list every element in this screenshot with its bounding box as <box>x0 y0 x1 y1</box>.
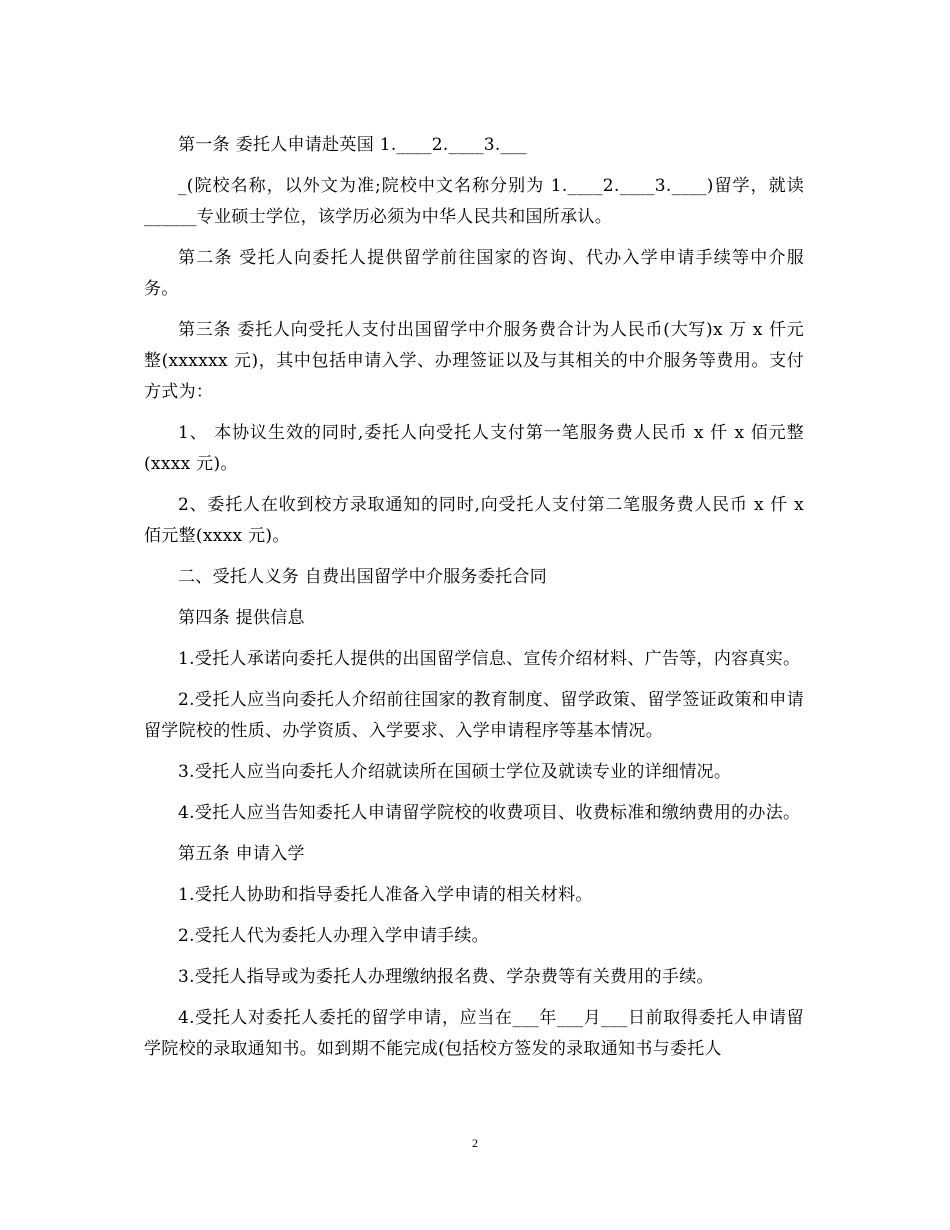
paragraph-4: 第三条 委托人向受托人支付出国留学中介服务费合计为人民币(大写)x 万 x 仟元整(xxxxxx 元)，其中包括申请入学、办理签证以及与其相关的中介服务等费用。支付方式为： <box>144 320 804 402</box>
paragraph-12: 4.受托人应当告知委托人申请留学院校的收费项目、收费标准和缴纳费用的办法。 <box>178 803 801 823</box>
paragraph-15: 2.受托人代为委托人办理入学申请手续。 <box>178 926 489 946</box>
paragraph-2: _(院校名称，以外文为准;院校中文名称分别为 1.____2.____3.____)留学，就读______专业硕士学位，该学历必须为中华人民共和国所承认。 <box>144 176 804 227</box>
paragraph-6: 2、委托人在收到校方录取通知的同时,向受托人支付第二笔服务费人民币 x 仟 x 佰元整(xxxx 元)。 <box>144 495 804 546</box>
paragraph-3: 第二条 受托人向委托人提供留学前往国家的咨询、代办入学申请手续等中介服务。 <box>144 248 804 299</box>
paragraph-10: 2.受托人应当向委托人介绍前往国家的教育制度、留学政策、留学签证政策和申请留学院校的性质、办学资质、入学要求、入学申请程序等基本情况。 <box>144 690 804 741</box>
paragraph-13: 第五条 申请入学 <box>178 844 305 864</box>
document-body <box>144 130 804 1065</box>
page-number: 2 <box>472 1136 478 1150</box>
paragraph-16: 3.受托人指导或为委托人办理缴纳报名费、学杂费等有关费用的手续。 <box>178 967 714 987</box>
paragraph-5: 1、 本协议生效的同时,委托人向受托人支付第一笔服务费人民币 x 仟 x 佰元整(xxxx 元)。 <box>144 423 804 474</box>
paragraph-8: 第四条 提供信息 <box>178 608 305 628</box>
paragraph-7: 二、受托人义务 自费出国留学中介服务委托合同 <box>178 567 548 587</box>
paragraph-1: 第一条 委托人申请赴英国 1.____2.____3.___ <box>178 135 527 155</box>
paragraph-11: 3.受托人应当向委托人介绍就读所在国硕士学位及就读专业的详细情况。 <box>178 762 732 782</box>
paragraph-9: 1.受托人承诺向委托人提供的出国留学信息、宣传介绍材料、广告等，内容真实。 <box>178 649 801 669</box>
paragraph-17: 4.受托人对委托人委托的留学申请，应当在___年___月___日前取得委托人申请留学院校的录取通知书。如到期不能完成(包括校方签发的录取通知书与委托人 <box>144 1008 804 1059</box>
paragraph-14: 1.受托人协助和指导委托人准备入学申请的相关材料。 <box>178 885 593 905</box>
